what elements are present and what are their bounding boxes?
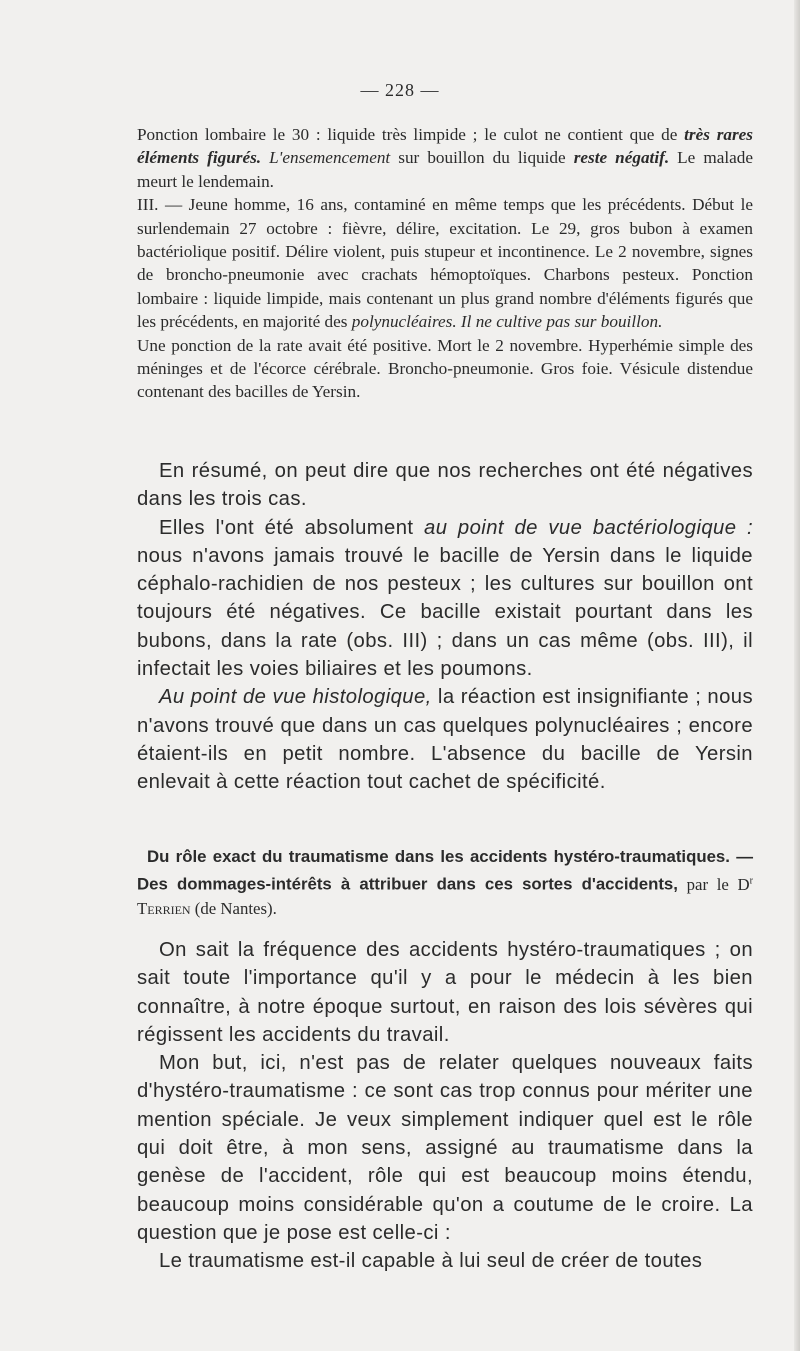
article-body xyxy=(137,936,753,1276)
article-byline: par le $D^r$ Terrien (de Nantes). xyxy=(137,874,753,918)
page-edge-shadow xyxy=(794,0,800,1351)
summary-section xyxy=(137,457,753,797)
page-number: — 228 — xyxy=(360,80,440,100)
article-paragraph-1: On sait la fréquence des accidents hystéro-traumatiques ; on sait toute l'importance qu'il y a pour le médecin à les bien connaître, à notre époque surtout, en raison des lois sévères qui régissent les accidents du travail. xyxy=(137,939,753,1046)
summary-paragraph-1: En résumé, on peut dire que nos recherches ont été négatives dans les trois cas. xyxy=(137,460,753,511)
paragraph-observation-iii: III. — Jeune homme, 16 ans, contaminé en même temps que les précédents. Début le surlendemain 27 octobre : fièvre, délire, excitation. Le 29, gros bubon à examen bactériolique positif. Délire violent, puis stupeur et incontinence. Le 2 novembre, signes de broncho-pneumonie avec crachats hémoptoïques. Charbons pesteux. Ponction lombaire : liquide limpide, mais contenant un plus grand nombre d'éléments figurés que les précédents, en majorité des polynucléaires. Il ne cultive pas sur bouillon. xyxy=(137,195,753,332)
article-title: Du rôle exact du traumatisme dans les accidents hystéro-traumatiques. — Des dommages-intérêts à attribuer dans ces sortes d'accidents, xyxy=(137,847,753,894)
article-paragraph-2: Mon but, ici, n'est pas de relater quelques nouveaux faits d'hystéro-traumatisme : ce sont cas trop connus pour mériter une mention spéciale. Je veux simplement indiquer quel est le rôle qui doit être, à mon sens, assigné au traumatisme dans la genèse de l'accident, rôle qui est beaucoup moins étendu, beaucoup moins considérable qu'on a coutume de le croire. La question que je pose est celle-ci : xyxy=(137,1052,753,1244)
paragraph-lumbar-puncture: Ponction lombaire le 30 : liquide très limpide ; le culot ne contient que de très rares éléments figurés. L'ensemencement sur bouillon du liquide reste négatif. Le malade meurt le lendemain. xyxy=(137,125,753,191)
summary-paragraph-3: Au point de vue histologique, la réaction est insignifiante ; nous n'avons trouvé que dans un cas quelques polynucléaires ; encore étaient-ils en petit nombre. L'absence du bacille de Yersin enlevait à cette réaction tout cachet de spécificité. xyxy=(137,686,754,794)
article-heading xyxy=(137,845,753,921)
summary-paragraph-2: Elles l'ont été absolument au point de vue bactériologique : nous n'avons jamais trouvé le bacille de Yersin dans le liquide céphalo-rachidien de nos pesteux ; les cultures sur bouillon ont toujours été négatives. Ce bacille existait pourtant dans les bubons, dans la rate (obs. III) ; dans un cas même (obs. III), il infectait les voies biliaires et les poumons. xyxy=(137,516,753,681)
article-paragraph-3: Le traumatisme est-il capable à lui seul de créer de toutes xyxy=(159,1250,703,1273)
author-name: Terrien xyxy=(137,898,191,918)
paragraph-autopsy: Une ponction de la rate avait été positive. Mort le 2 novembre. Hyperhémie simple des méninges et de l'écorce cérébrale. Broncho-pneumonie. Gros foie. Vésicule distendue contenant des bacilles de Yersin. xyxy=(137,335,753,402)
case-report-continuation xyxy=(137,123,753,404)
